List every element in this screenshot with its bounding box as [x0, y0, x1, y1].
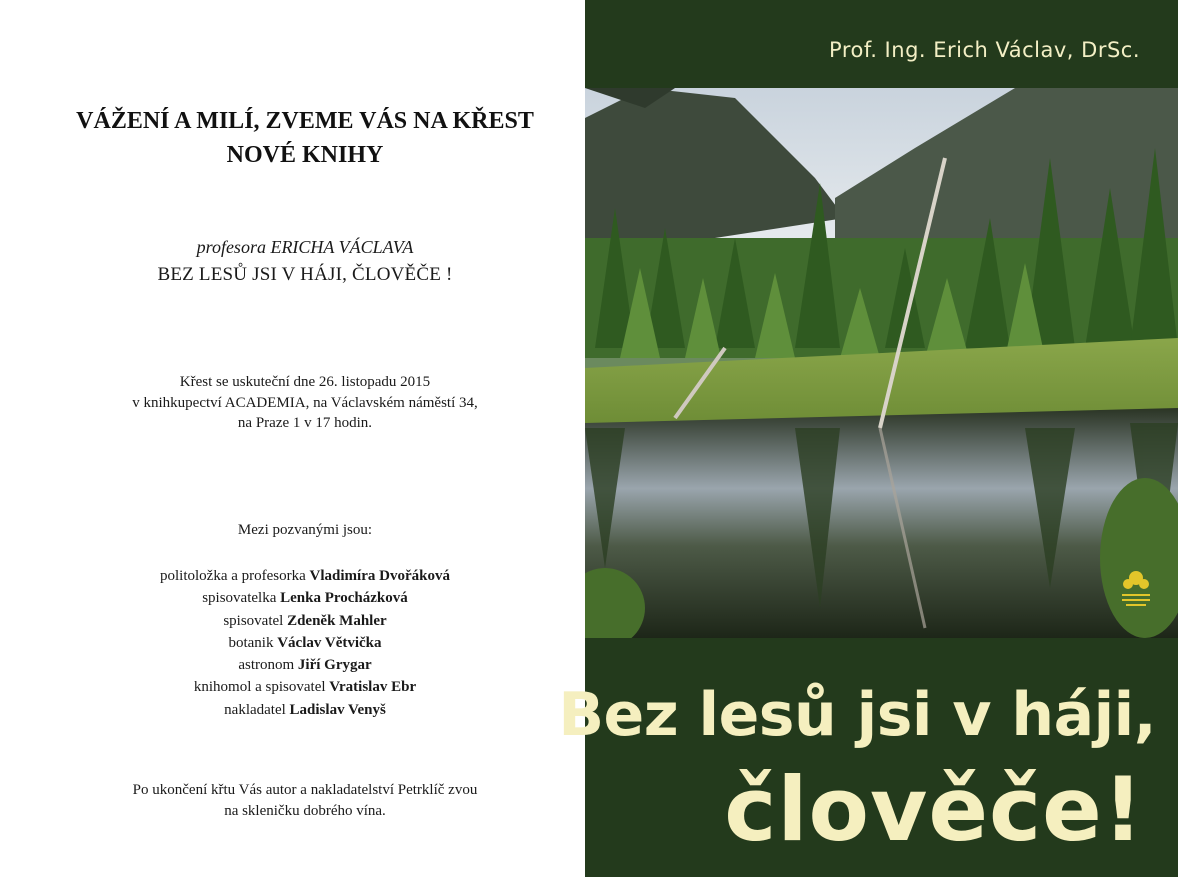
guest-role: botanik	[228, 634, 278, 651]
guest-role: spisovatel	[223, 612, 288, 629]
guest-item	[40, 699, 570, 721]
author-line: profesora ERICHA VÁCLAVA	[196, 237, 414, 257]
guest-item	[40, 632, 570, 654]
guest-item	[40, 654, 570, 676]
guest-name: Lenka Procházková	[280, 590, 408, 607]
invitation-heading	[40, 104, 570, 172]
heading-line-1: VÁŽENÍ A MILÍ, ZVEME VÁS NA KŘEST	[76, 108, 534, 134]
guest-role: astronom	[238, 657, 298, 674]
closing-line: Po ukončení křtu Vás autor a nakladatelství Petrklíč zvou	[132, 782, 478, 798]
guest-name: Václav Větvička	[277, 634, 382, 651]
guest-item	[40, 610, 570, 632]
event-line: v knihkupectví ACADEMIA, na Václavském náměstí 34,	[132, 394, 478, 411]
cover-author: Prof. Ing. Erich Václav, DrSc.	[829, 38, 1140, 62]
guest-name: Zdeněk Mahler	[287, 612, 387, 629]
guest-role: nakladatel	[224, 701, 290, 718]
closing-line: na skleničku dobrého vína.	[224, 802, 386, 819]
event-details	[40, 372, 570, 434]
guest-item	[40, 587, 570, 609]
landscape-illustration	[585, 88, 1178, 638]
guest-item	[40, 565, 570, 587]
closing-text	[40, 780, 570, 821]
guest-name: Jiří Grygar	[297, 657, 372, 674]
guest-name: Ladislav Venyš	[289, 701, 386, 718]
guest-role: politoložka a profesorka	[160, 568, 310, 584]
guest-item	[40, 676, 570, 698]
guest-name: Vratislav Ebr	[329, 679, 417, 696]
guest-list	[40, 565, 570, 721]
invitation-page	[0, 0, 585, 877]
cover-title-line-2: člověče!	[724, 758, 1144, 861]
cover-title-line-1: Bez lesů jsi v háji,	[558, 680, 1156, 750]
heading-line-2: NOVÉ KNIHY	[226, 142, 384, 168]
guest-role: spisovatelka	[202, 590, 281, 607]
book-title-line: BEZ LESŮ JSI V HÁJI, ČLOVĚČE !	[157, 264, 453, 285]
cover-photo-landscape	[585, 88, 1178, 638]
publisher-logo	[1116, 564, 1156, 614]
event-line: Křest se uskuteční dne 26. listopadu 2015	[179, 374, 431, 390]
book-cover	[558, 0, 1178, 877]
event-line: na Praze 1 v 17 hodin.	[237, 415, 373, 431]
flower-icon	[1116, 564, 1156, 614]
guest-name: Vladimíra Dvořáková	[309, 568, 450, 584]
guests-title: Mezi pozvanými jsou:	[237, 522, 373, 538]
guest-role: knihomol a spisovatel	[193, 679, 330, 696]
